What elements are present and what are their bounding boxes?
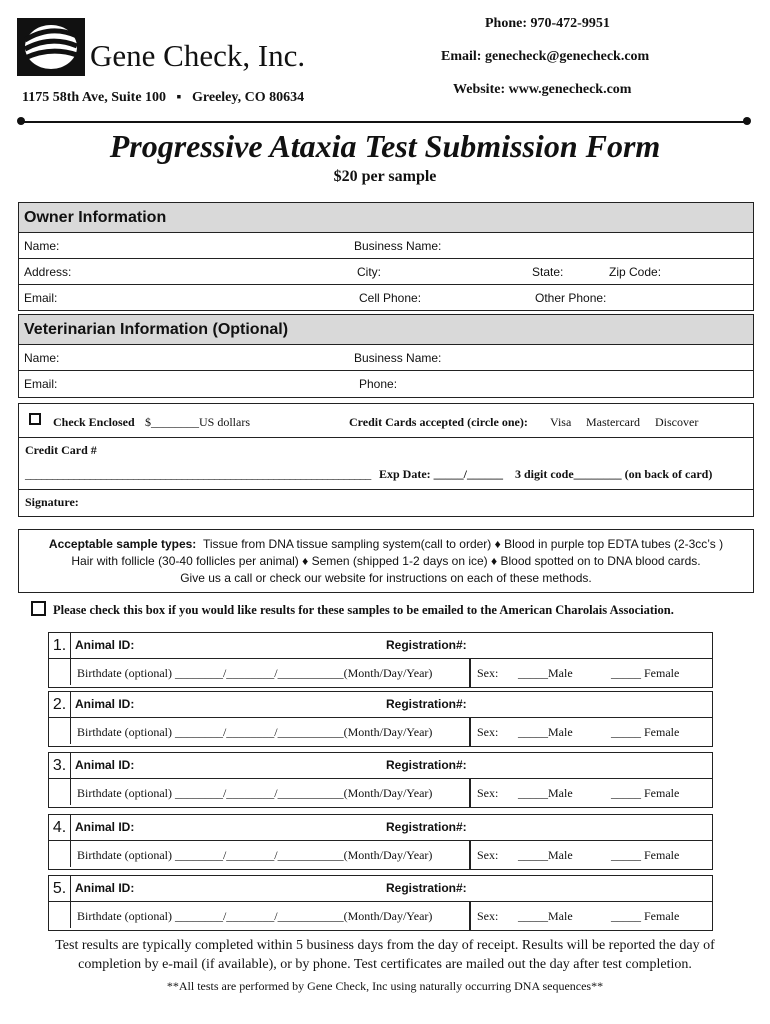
animal-row-details xyxy=(49,718,712,746)
sex-female-field[interactable]: _____ Female xyxy=(611,666,680,680)
sample-types-box xyxy=(18,529,754,593)
owner-row-address xyxy=(19,259,753,285)
animal-row-details xyxy=(49,779,712,807)
page-title: Progressive Ataxia Test Submission Form xyxy=(109,128,661,164)
registration-field[interactable]: Registration#: xyxy=(386,638,467,652)
sex-male-field[interactable]: _____Male xyxy=(518,666,573,680)
animal-number: 4. xyxy=(49,815,71,867)
registration-field[interactable]: Registration#: xyxy=(386,881,467,895)
sex-female-field[interactable]: _____ Female xyxy=(611,848,680,862)
dna-swirl-logo xyxy=(17,18,85,76)
column-divider xyxy=(469,841,471,869)
animal-row-details xyxy=(49,841,712,869)
sex-male-field[interactable]: _____Male xyxy=(518,786,573,800)
city-state-zip: Greeley, CO 80634 xyxy=(192,90,305,105)
card-option-visa[interactable]: Visa xyxy=(550,415,572,429)
sex-male-field[interactable]: _____Male xyxy=(518,725,573,739)
phone-number: Phone: 970-472-9951 xyxy=(485,16,610,31)
sex-female-field[interactable]: _____ Female xyxy=(611,786,680,800)
sample-types-line-1 xyxy=(19,536,753,553)
animal-id-field[interactable]: Animal ID: xyxy=(75,820,135,834)
column-divider xyxy=(469,659,471,687)
vet-name-field[interactable]: Name: xyxy=(24,351,60,365)
owner-city-field[interactable]: City: xyxy=(357,265,381,279)
animal-number: 5. xyxy=(49,876,71,928)
sex-label: Sex: xyxy=(477,848,499,862)
birthdate-field[interactable]: Birthdate (optional) ________/________/___________(Month/Day/Year) xyxy=(77,666,433,680)
sex-label: Sex: xyxy=(477,725,499,739)
owner-row-name xyxy=(19,233,753,259)
company-name: Gene Check, Inc. xyxy=(90,38,306,73)
animal-row-id xyxy=(49,692,712,718)
credit-card-number-field[interactable]: ________________________________________________________________ xyxy=(25,467,371,481)
owner-state-field[interactable]: State: xyxy=(532,265,564,279)
price-per-sample: $20 per sample xyxy=(333,168,437,185)
signature-field[interactable]: Signature: xyxy=(25,495,79,509)
animal-id-field[interactable]: Animal ID: xyxy=(75,758,135,772)
vet-row-contact xyxy=(19,371,753,396)
exp-date-field[interactable]: Exp Date: _____/______ xyxy=(379,467,503,481)
animal-row-id xyxy=(49,876,712,902)
results-note-line-2: completion by e-mail (if available), or by phone. Test certificates are mailed out the day after test completion. xyxy=(78,957,692,972)
animal-entry xyxy=(48,752,713,808)
animal-row-details xyxy=(49,659,712,687)
animal-number: 1. xyxy=(49,633,71,685)
divider-dot-right xyxy=(743,117,751,125)
owner-name-field[interactable]: Name: xyxy=(24,239,60,253)
cards-accepted-label: Credit Cards accepted (circle one): xyxy=(349,415,528,429)
animal-entry xyxy=(48,875,713,931)
vet-business-field[interactable]: Business Name: xyxy=(354,351,442,365)
animal-entry xyxy=(48,632,713,688)
check-enclosed-label: Check Enclosed xyxy=(53,415,135,429)
vet-heading: Veterinarian Information (Optional) xyxy=(19,315,753,345)
owner-business-field[interactable]: Business Name: xyxy=(354,239,442,253)
card-option-mastercard[interactable]: Mastercard xyxy=(586,415,640,429)
card-option-discover[interactable]: Discover xyxy=(655,415,699,429)
registration-field[interactable]: Registration#: xyxy=(386,820,467,834)
results-note-line-1: Test results are typically completed within 5 business days from the day of receipt. Results will be reported the day of xyxy=(55,938,715,953)
sample-types-line-3: Give us a call or check our website for instructions on each of these methods. xyxy=(180,571,592,585)
sex-label: Sex: xyxy=(477,786,499,800)
security-code-field[interactable]: 3 digit code________ (on back of card) xyxy=(515,467,713,481)
registration-field[interactable]: Registration#: xyxy=(386,697,467,711)
vet-email-field[interactable]: Email: xyxy=(24,377,58,391)
birthdate-field[interactable]: Birthdate (optional) ________/________/___________(Month/Day/Year) xyxy=(77,848,433,862)
sex-male-field[interactable]: _____Male xyxy=(518,848,573,862)
column-divider xyxy=(469,902,471,930)
owner-address-field[interactable]: Address: xyxy=(24,265,72,279)
street-address: 1175 58th Ave, Suite 100 xyxy=(22,90,167,105)
animal-row-id xyxy=(49,815,712,841)
sample-types-line-2: Hair with follicle (30-40 follicles per animal) ♦ Semen (shipped 1-2 days on ice) ♦ Blood spotted on to DNA blood cards. xyxy=(71,554,701,568)
owner-heading: Owner Information xyxy=(19,203,753,233)
check-amount-field[interactable]: $________US dollars xyxy=(145,415,250,429)
sex-female-field[interactable]: _____ Female xyxy=(611,725,680,739)
sample-types-label: Acceptable sample types: xyxy=(48,537,197,551)
check-enclosed-checkbox[interactable] xyxy=(29,413,41,425)
animal-row-id xyxy=(49,753,712,779)
owner-cell-field[interactable]: Cell Phone: xyxy=(359,291,422,305)
payment-section xyxy=(18,403,754,517)
address-separator: ▪ xyxy=(176,90,182,105)
animal-number: 2. xyxy=(49,692,71,744)
website-link[interactable]: Website: www.genecheck.com xyxy=(453,82,632,97)
column-divider xyxy=(469,718,471,746)
payment-row-method xyxy=(19,404,753,438)
birthdate-field[interactable]: Birthdate (optional) ________/________/___________(Month/Day/Year) xyxy=(77,909,433,923)
email-address[interactable]: Email: genecheck@genecheck.com xyxy=(441,49,650,64)
owner-email-field[interactable]: Email: xyxy=(24,291,58,305)
owner-zip-field[interactable]: Zip Code: xyxy=(609,265,662,279)
dna-disclaimer: **All tests are performed by Gene Check, Inc using naturally occurring DNA sequences** xyxy=(166,979,604,993)
animal-id-field[interactable]: Animal ID: xyxy=(75,881,135,895)
company-address xyxy=(22,90,304,106)
credit-card-label: Credit Card # xyxy=(25,443,97,457)
birthdate-field[interactable]: Birthdate (optional) ________/________/___________(Month/Day/Year) xyxy=(77,786,433,800)
animal-number: 3. xyxy=(49,753,71,805)
email-results-label: Please check this box if you would like results for these samples to be emailed to the American Charolais Association. xyxy=(53,603,674,617)
owner-row-contact xyxy=(19,285,753,309)
registration-field[interactable]: Registration#: xyxy=(386,758,467,772)
sex-male-field[interactable]: _____Male xyxy=(518,909,573,923)
animal-id-field[interactable]: Animal ID: xyxy=(75,638,135,652)
animal-row-id xyxy=(49,633,712,659)
sex-female-field[interactable]: _____ Female xyxy=(611,909,680,923)
animal-id-field[interactable]: Animal ID: xyxy=(75,697,135,711)
birthdate-field[interactable]: Birthdate (optional) ________/________/___________(Month/Day/Year) xyxy=(77,725,433,739)
sample-types-text-1: Tissue from DNA tissue sampling system(call to order) ♦ Blood in purple top EDTA tubes (2-3cc’s ) xyxy=(202,537,724,551)
divider-dot-left xyxy=(17,117,25,125)
vet-section xyxy=(18,314,754,398)
owner-section xyxy=(18,202,754,311)
sex-label: Sex: xyxy=(477,666,499,680)
results-note xyxy=(0,936,770,974)
sex-label: Sex: xyxy=(477,909,499,923)
email-results-checkbox[interactable] xyxy=(31,601,46,616)
animal-row-details xyxy=(49,902,712,930)
column-divider xyxy=(469,779,471,807)
vet-phone-field[interactable]: Phone: xyxy=(359,377,398,391)
payment-row-card xyxy=(19,438,753,490)
vet-row-name xyxy=(19,345,753,371)
header-divider xyxy=(20,121,748,123)
payment-row-signature xyxy=(19,490,753,514)
animal-entry xyxy=(48,691,713,747)
owner-other-phone-field[interactable]: Other Phone: xyxy=(535,291,607,305)
animal-entry xyxy=(48,814,713,870)
